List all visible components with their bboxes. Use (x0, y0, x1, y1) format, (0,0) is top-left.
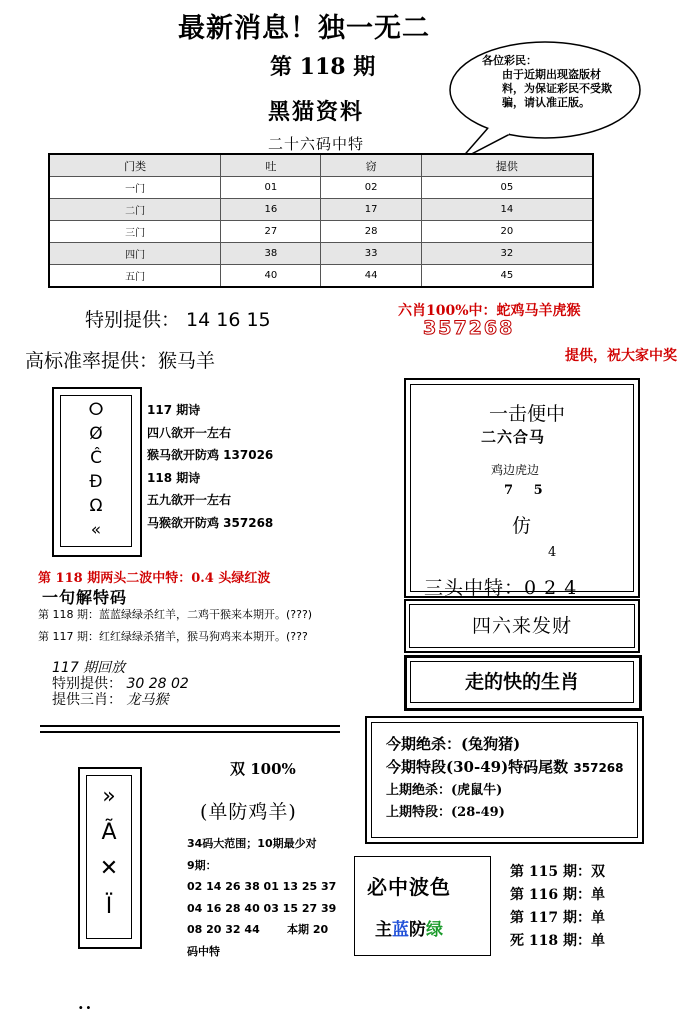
speech-bubble-text (482, 54, 622, 110)
table-cell: 44 (321, 265, 421, 288)
six-zodiac-note: 提供，祝大家中奖 (565, 348, 677, 364)
table-cell: 一门 (49, 177, 221, 199)
glyph-symbol: Ω (89, 496, 103, 516)
wave-guard-label: 防 (409, 920, 426, 940)
table-cell: 01 (221, 177, 321, 199)
glyph-symbol: Ï (105, 894, 113, 919)
glyph-box-left (52, 387, 142, 557)
range-line: 04 16 28 40 03 15 27 39 (187, 901, 337, 915)
wave-title: 第 118 期两头二波中特：0.4 头绿红波 (38, 571, 271, 586)
replay-three-label: 提供三肖： (52, 692, 122, 708)
glyph-box-bottom-inner (86, 775, 132, 939)
page-subtitle: 黑猫资料 (268, 99, 365, 125)
replay-special-value: 30 28 02 (126, 676, 189, 692)
hit-box-line: 一击便中 (489, 403, 566, 425)
table-header-cell: 门类 (49, 154, 221, 177)
kill-line-main: 今期特段(30-49)特码尾数 (386, 758, 569, 776)
history-item: 死 118 期：单 (510, 933, 605, 949)
range-block (187, 833, 336, 962)
kill-line (386, 756, 624, 777)
glyph-symbol: Ã (101, 820, 117, 845)
double-title: 双 100% (230, 760, 296, 778)
table-cell: 02 (321, 177, 421, 199)
issue-number: 第 118 期 (270, 54, 376, 80)
wave-color-main (375, 915, 443, 940)
divider (40, 725, 340, 727)
special-offer: 特别提供： 14 16 15 (85, 309, 271, 331)
range-line: 34码大范围；10期最少对 (187, 837, 317, 850)
speech-bubble (448, 40, 643, 148)
hit-box-inner (410, 384, 634, 599)
footer-dots: .. (78, 994, 94, 1013)
table-cell: 16 (221, 199, 321, 221)
speech-line-greeting: 各位彩民： (482, 54, 537, 67)
phrase-line: 第 118 期：蓝蓝绿绿杀红羊，二鸡干猴来本期开。(???) (38, 608, 313, 621)
replay-special-label: 特别提供： (52, 676, 122, 692)
poem-line: 猴马欲开防鸡 137026 (147, 448, 274, 462)
table-cell: 二门 (49, 199, 221, 221)
glyph-symbol: ⵔ (88, 400, 104, 420)
wave-green-label: 绿 (426, 920, 443, 940)
glyph-symbol: ✕ (99, 856, 119, 881)
table-header-cell: 提供 (421, 154, 593, 177)
range-line: 02 14 26 38 01 13 25 37 (187, 880, 337, 893)
table-cell: 14 (421, 199, 593, 221)
fortune-box-text: 四六来发财 (409, 604, 635, 648)
speech-line-body: 由于近期出现盗版材料，为保证彩民不受欺骗，请认准正版。 (502, 68, 612, 109)
history-list (510, 861, 605, 953)
poem-line: 四八欲开一左右 (147, 425, 232, 440)
table-row (49, 177, 593, 199)
kill-box-inner (371, 722, 638, 838)
range-tail: 本期 20 (287, 923, 329, 936)
phrase-title: 一句解特码 (42, 588, 128, 607)
range-line: 9期： (187, 858, 217, 872)
number-table (48, 153, 594, 288)
fast-zodiac-text: 走的快的生肖 (410, 661, 634, 703)
hit-box-line: 仿 (512, 515, 532, 537)
table-cell: 17 (321, 199, 421, 221)
replay-block (52, 660, 189, 708)
table-row (49, 199, 593, 221)
glyph-symbol: Đ (89, 472, 103, 492)
table-cell: 32 (421, 243, 593, 265)
table-row (49, 221, 593, 243)
glyph-box-inner (60, 395, 132, 547)
table-header-cell: 窃 (321, 154, 421, 177)
wave-color-title: 必中波色 (367, 875, 451, 899)
glyph-symbol: » (102, 784, 116, 809)
table-cell: 40 (221, 265, 321, 288)
table-header-cell: 吐 (221, 154, 321, 177)
range-line: 码中特 (187, 944, 220, 958)
glyph-symbol: Ø (89, 424, 103, 444)
kill-line: 上期特段：(28-49) (386, 805, 505, 820)
glyph-symbol: « (90, 520, 102, 540)
fast-zodiac-box (404, 655, 642, 711)
table-row (49, 243, 593, 265)
poem-line: 118 期诗 (147, 470, 201, 485)
six-zodiac-numbers: 357268 (423, 317, 515, 339)
six-zodiac-title: 六肖100%中：蛇鸡马羊虎猴 (398, 303, 581, 319)
hit-box (404, 378, 640, 598)
table-cell: 20 (421, 221, 593, 243)
poem-line: 117 期诗 (147, 403, 201, 417)
kill-box (365, 716, 644, 844)
table-cell: 45 (421, 265, 593, 288)
replay-title: 117 期回放 (52, 660, 126, 676)
poem-line: 五九欲开一左右 (147, 493, 232, 507)
wave-color-box (354, 856, 491, 956)
history-item: 第 115 期：双 (510, 864, 605, 880)
replay-three-value: 龙马猴 (126, 692, 169, 708)
three-head-special: 三头中特：0 2 4 (424, 577, 578, 599)
wave-blue-label: 蓝 (392, 920, 409, 940)
poem-lines (147, 399, 273, 534)
phrase-line: 第 117 期：红红绿绿杀猪羊，猴马狗鸡来本期开。(??? (38, 630, 308, 643)
glyph-symbol: Ĉ (90, 448, 102, 468)
page-title: 最新消息！独一无二 (178, 13, 430, 44)
table-row (49, 265, 593, 288)
table-cell: 38 (221, 243, 321, 265)
table-header-row (49, 154, 593, 177)
table-cell: 27 (221, 221, 321, 243)
hit-box-line: 鸡边虎边 (491, 463, 540, 477)
glyph-box-bottom (78, 767, 142, 949)
fortune-box (404, 599, 640, 653)
table-cell: 四门 (49, 243, 221, 265)
kill-line-number: 357268 (573, 761, 624, 775)
wave-main-label: 主 (375, 920, 392, 940)
table-cell: 33 (321, 243, 421, 265)
history-item: 第 116 期：单 (510, 887, 605, 903)
table-caption: 二十六码中特 (268, 135, 365, 153)
single-guard: (单防鸡羊) (200, 801, 297, 823)
divider (40, 731, 340, 733)
range-line: 08 20 32 44 (187, 923, 260, 936)
poem-line: 马猴欲开防鸡 357268 (147, 515, 274, 530)
table-cell: 05 (421, 177, 593, 199)
kill-line: 今期绝杀：(兔狗猪) (386, 735, 521, 753)
hit-box-line: 7 5 (504, 483, 543, 498)
kill-line: 上期绝杀：(虎鼠牛) (386, 783, 503, 798)
hit-box-line: 二六合马 (481, 428, 546, 446)
high-rate-offer: 高标准率提供：猴马羊 (25, 350, 216, 372)
table-cell: 28 (321, 221, 421, 243)
table-cell: 五门 (49, 265, 221, 288)
history-item: 第 117 期：单 (510, 910, 605, 926)
table-cell: 三门 (49, 221, 221, 243)
hit-box-line: 4 (548, 545, 557, 560)
